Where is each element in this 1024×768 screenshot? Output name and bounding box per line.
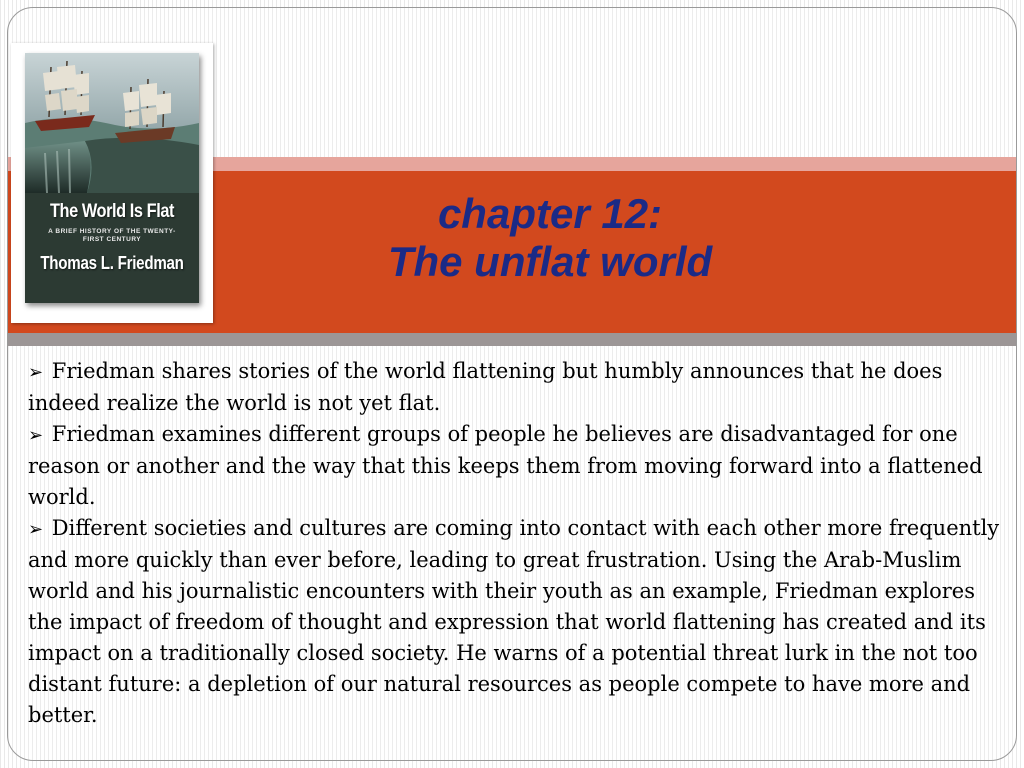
bullet-item — [28, 419, 1012, 513]
slide-body — [28, 356, 1012, 731]
book-subtitle: A BRIEF HISTORY OF THE TWENTY-FIRST CENTURY — [48, 228, 176, 243]
bullet-text: Friedman examines different groups of people he believes are disadvantaged for one reason or another and the way that this keeps them from moving forward into a flattened world. — [28, 422, 983, 509]
bullet-item — [28, 513, 1012, 731]
arrow-bullet-icon: ➢ — [28, 425, 44, 446]
bullet-text: Different societies and cultures are coming into contact with each other more frequently and more quickly than ever before, leading to great frustration. Using the Arab-Muslim world and his journalistic encounters with their youth as an example, Friedman explores the impact of freedom of thought and expression that world flattening has created and its impact on a traditionally closed society. He warns of a potential threat lurk in the not too distant future: a depletion of our natural resources as people compete to have more and better. — [28, 516, 1000, 727]
book-title: The World Is Flat — [49, 201, 175, 222]
title-line-2: The unflat world — [387, 238, 713, 285]
book-author: Thomas L. Friedman — [40, 253, 184, 273]
book-cover-frame — [11, 43, 213, 323]
bullet-text: Friedman shares stories of the world flattening but humbly announces that he does indeed realize the world is not yet flat. — [28, 359, 943, 415]
arrow-bullet-icon: ➢ — [28, 519, 44, 540]
title-line-1: chapter 12: — [437, 190, 663, 237]
arrow-bullet-icon: ➢ — [28, 362, 44, 383]
bullet-item — [28, 356, 1012, 419]
book-cover-image — [25, 53, 199, 303]
slide-title — [240, 190, 860, 286]
divider-strip — [8, 333, 1016, 346]
